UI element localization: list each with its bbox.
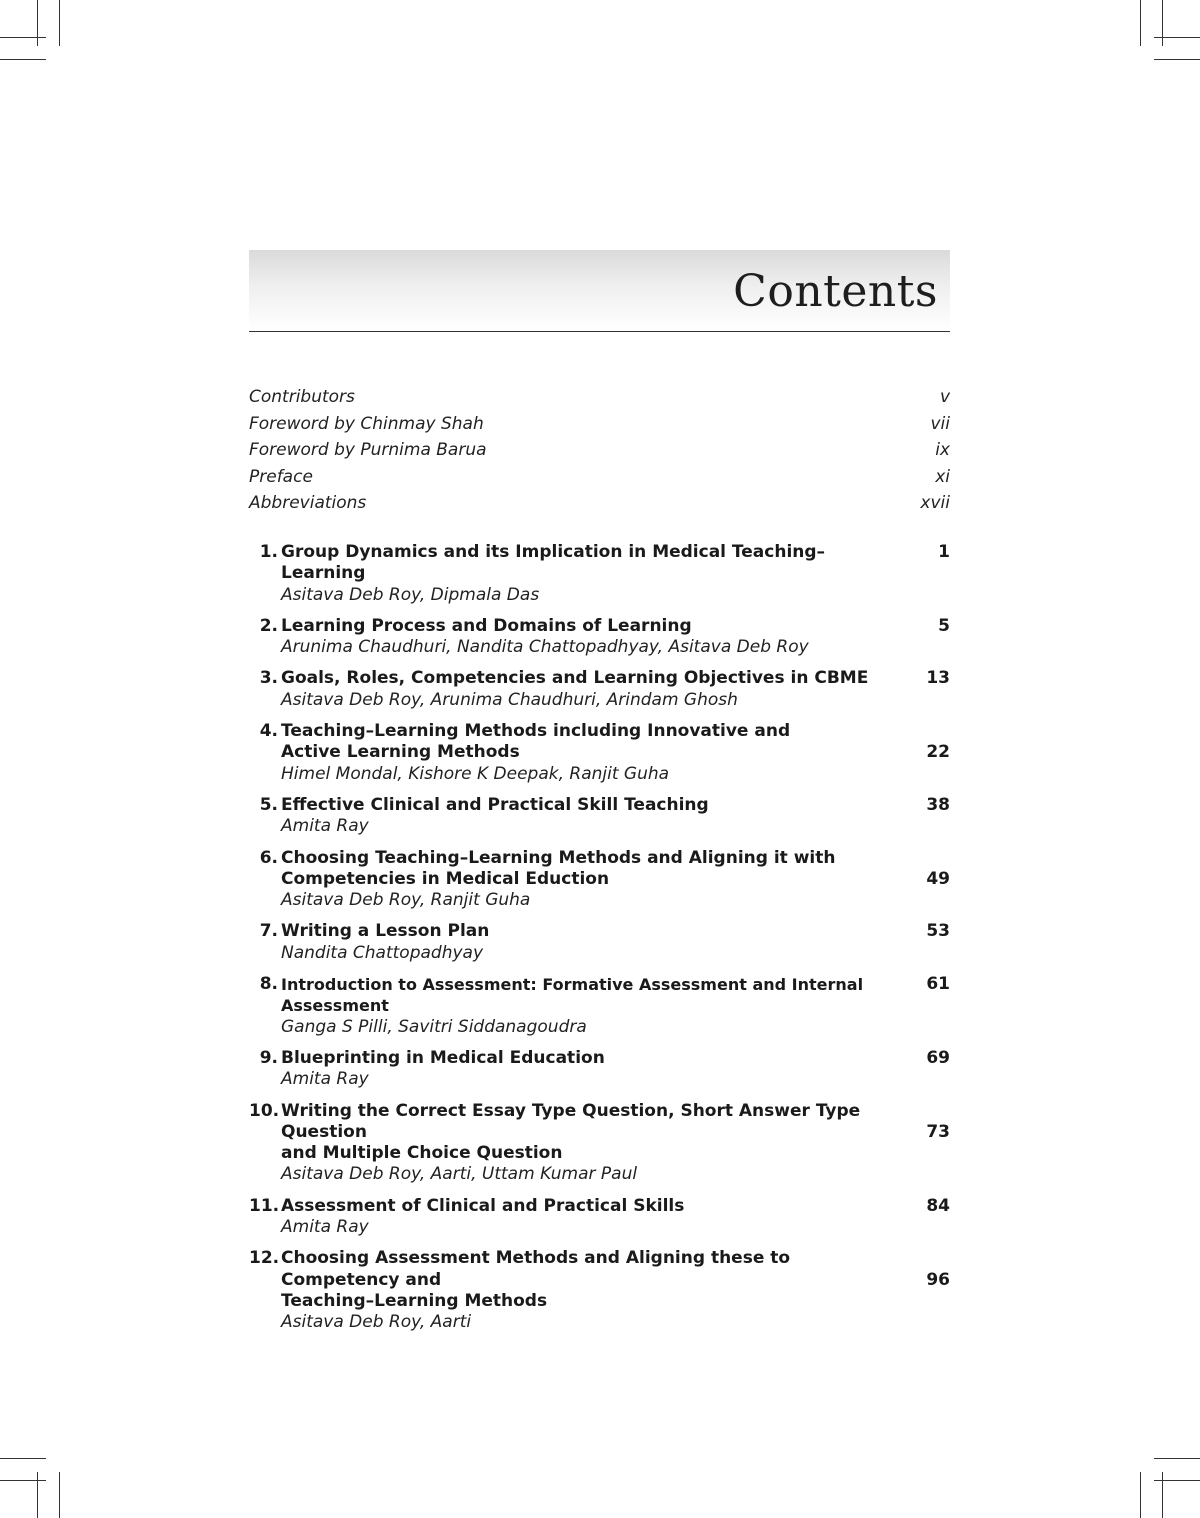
chapter-title: Choosing Teaching–Learning Methods and Aligning it with bbox=[281, 847, 836, 868]
crop-mark bbox=[0, 1458, 46, 1459]
chapter-page: 5 bbox=[938, 615, 950, 636]
chapter-title: Effective Clinical and Practical Skill Teaching bbox=[281, 794, 709, 815]
chapter-authors: Asitava Deb Roy, Aarti bbox=[281, 1312, 472, 1333]
chapter-title: Goals, Roles, Competencies and Learning Objectives in CBME bbox=[281, 668, 869, 689]
header-band bbox=[249, 250, 950, 330]
crop-mark bbox=[59, 0, 60, 46]
front-matter-page: xi bbox=[935, 466, 950, 487]
chapter-number: 6. bbox=[259, 847, 278, 868]
chapter-page: 73 bbox=[926, 1121, 950, 1142]
chapter-page: 13 bbox=[926, 668, 950, 689]
chapter-page: 61 bbox=[926, 974, 950, 995]
chapter-title: Introduction to Assessment: Formative Assessment and Internal Assessment bbox=[281, 975, 864, 1016]
page-title: Contents bbox=[733, 266, 938, 317]
chapter-title: Assessment of Clinical and Practical Skills bbox=[281, 1195, 685, 1216]
chapter-number: 7. bbox=[259, 921, 278, 942]
crop-mark bbox=[0, 37, 46, 38]
chapter-authors: Asitava Deb Roy, Aarti, Uttam Kumar Paul bbox=[281, 1164, 638, 1185]
chapter-title: Writing a Lesson Plan bbox=[281, 921, 490, 942]
chapter-page: 84 bbox=[926, 1195, 950, 1216]
chapter-page: 22 bbox=[926, 742, 950, 763]
chapter-entry[interactable] bbox=[249, 668, 950, 711]
chapter-authors: Himel Mondal, Kishore K Deepak, Ranjit Guha bbox=[281, 763, 670, 784]
front-matter-label: Foreword by Chinmay Shah bbox=[249, 413, 484, 434]
crop-mark bbox=[1162, 0, 1163, 46]
front-matter-label: Abbreviations bbox=[249, 493, 367, 513]
chapter-entry[interactable] bbox=[249, 974, 950, 1038]
chapter-number: 11. bbox=[249, 1195, 280, 1216]
chapter-authors: Amita Ray bbox=[281, 1069, 369, 1090]
chapter-entry[interactable] bbox=[249, 616, 950, 659]
front-matter-item[interactable] bbox=[249, 467, 950, 494]
crop-mark bbox=[1140, 0, 1141, 46]
chapter-number: 8. bbox=[259, 974, 278, 995]
chapter-entry[interactable] bbox=[249, 542, 950, 606]
crop-mark bbox=[0, 1480, 46, 1481]
chapter-title: Teaching–Learning Methods including Innovative and bbox=[281, 721, 791, 742]
front-matter-page: xvii bbox=[920, 493, 950, 513]
chapter-entry[interactable] bbox=[249, 1048, 950, 1091]
crop-mark bbox=[1154, 59, 1200, 60]
chapter-title: Choosing Assessment Methods and Aligning these to Competency and bbox=[281, 1248, 791, 1290]
front-matter-list bbox=[249, 387, 950, 520]
chapter-entry[interactable] bbox=[249, 921, 950, 964]
front-matter-label: Contributors bbox=[249, 387, 355, 407]
chapter-authors: Nandita Chattopadhyay bbox=[281, 942, 484, 963]
crop-mark bbox=[1154, 1480, 1200, 1481]
front-matter-label: Foreword by Purnima Barua bbox=[249, 440, 487, 460]
front-matter-item[interactable] bbox=[249, 440, 950, 467]
chapter-title-continued: and Multiple Choice Question bbox=[281, 1143, 563, 1164]
crop-mark bbox=[0, 59, 46, 60]
chapter-authors: Asitava Deb Roy, Arunima Chaudhuri, Arindam Ghosh bbox=[281, 689, 738, 710]
chapter-entry[interactable] bbox=[249, 1196, 950, 1239]
front-matter-item[interactable] bbox=[249, 414, 950, 441]
front-matter-page: vii bbox=[930, 413, 950, 434]
crop-mark bbox=[1162, 1472, 1163, 1518]
front-matter-label: Preface bbox=[249, 466, 313, 487]
chapter-authors: Ganga S Pilli, Savitri Siddanagoudra bbox=[281, 1016, 587, 1037]
chapter-title: Writing the Correct Essay Type Question, Short Answer Type Question bbox=[281, 1100, 861, 1142]
chapter-title: Group Dynamics and its Implication in Medical Teaching–Learning bbox=[281, 542, 826, 584]
chapter-entry[interactable] bbox=[249, 1248, 950, 1333]
chapter-title-continued: Competencies in Medical Eduction bbox=[281, 868, 610, 889]
front-matter-item[interactable] bbox=[249, 493, 950, 520]
chapter-page: 53 bbox=[926, 921, 950, 942]
front-matter-page: ix bbox=[935, 440, 950, 460]
crop-mark bbox=[1140, 1472, 1141, 1518]
chapter-number: 2. bbox=[259, 615, 278, 636]
front-matter-page: v bbox=[939, 387, 950, 407]
crop-mark bbox=[1154, 1458, 1200, 1459]
chapter-number: 10. bbox=[249, 1100, 280, 1121]
chapter-list bbox=[249, 542, 950, 1344]
chapter-title: Learning Process and Domains of Learning bbox=[281, 615, 692, 636]
chapter-number: 4. bbox=[259, 721, 278, 742]
chapter-number: 12. bbox=[249, 1248, 280, 1269]
chapter-entry[interactable] bbox=[249, 795, 950, 838]
chapter-page: 49 bbox=[926, 868, 950, 889]
chapter-title-continued: Teaching–Learning Methods bbox=[281, 1290, 548, 1311]
chapter-authors: Amita Ray bbox=[281, 816, 369, 837]
chapter-entry[interactable] bbox=[249, 848, 950, 912]
crop-mark bbox=[1154, 37, 1200, 38]
chapter-authors: Amita Ray bbox=[281, 1217, 369, 1238]
chapter-authors: Asitava Deb Roy, Dipmala Das bbox=[281, 584, 540, 605]
crop-mark bbox=[37, 0, 38, 46]
crop-mark bbox=[37, 1472, 38, 1518]
front-matter-item[interactable] bbox=[249, 387, 950, 414]
chapter-page: 69 bbox=[926, 1047, 950, 1068]
chapter-entry[interactable] bbox=[249, 1101, 950, 1186]
chapter-page: 1 bbox=[938, 542, 950, 562]
chapter-number: 3. bbox=[259, 668, 278, 689]
chapter-page: 96 bbox=[926, 1269, 950, 1290]
chapter-number: 1. bbox=[259, 542, 278, 562]
chapter-title: Blueprinting in Medical Education bbox=[281, 1047, 605, 1068]
chapter-authors: Arunima Chaudhuri, Nandita Chattopadhyay, Asitava Deb Roy bbox=[281, 637, 809, 658]
chapter-entry[interactable] bbox=[249, 721, 950, 785]
header-rule bbox=[249, 331, 950, 332]
chapter-authors: Asitava Deb Roy, Ranjit Guha bbox=[281, 890, 531, 911]
chapter-number: 9. bbox=[259, 1047, 278, 1068]
crop-mark bbox=[59, 1472, 60, 1518]
chapter-title-continued: Active Learning Methods bbox=[281, 742, 520, 763]
chapter-page: 38 bbox=[926, 794, 950, 815]
chapter-number: 5. bbox=[259, 794, 278, 815]
